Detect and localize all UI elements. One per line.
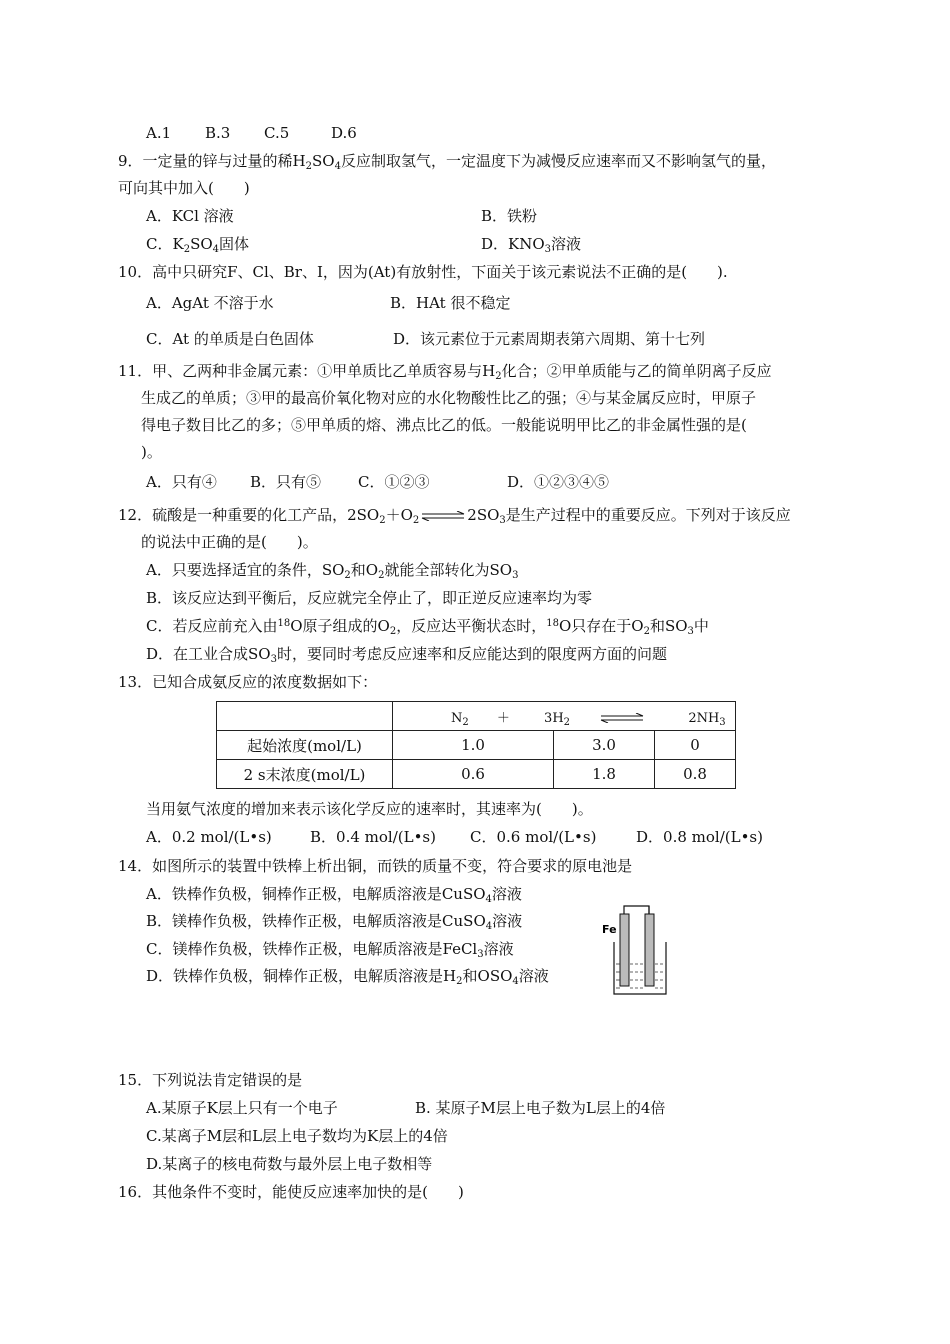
q12-stem-line2: 的说法中正确的是( )。 [141, 533, 318, 551]
header-nh3: $2NH_3$ [688, 710, 726, 728]
table-corner-cell [217, 702, 393, 731]
table-row [217, 731, 736, 760]
header-n2: $N_2$ [451, 710, 469, 728]
table-cell: 0.6 [393, 760, 554, 789]
q9-option-b: B．铁粉 [481, 207, 538, 225]
header-plus: ＋ [496, 710, 510, 726]
second-electrode [645, 914, 654, 986]
q13-question: 当用氨气浓度的增加来表示该化学反应的速率时，其速率为( )。 [146, 800, 593, 818]
q9-option-d: D．$KNO_3$溶液 [481, 235, 582, 255]
q8-option-c: C.5 [264, 124, 290, 142]
q11-option-d: D．①②③④⑤ [507, 473, 610, 491]
q11-option-c: C．①②③ [358, 473, 430, 491]
table-row [217, 760, 736, 789]
q10-stem: 10．高中只研究F、Cl、Br、I，因为(At)有放射性，下面关于该元素说法不正确的是( ). [118, 263, 728, 281]
q10-option-b: B．HAt 很不稳定 [390, 294, 511, 312]
table-header-row [217, 702, 736, 731]
q15-option-d: D.某离子的核电荷数与最外层上电子数相等 [146, 1155, 433, 1173]
q12-option-b: B．该反应达到平衡后，反应就完全停止了，即正逆反应速率均为零 [146, 589, 593, 607]
q8-option-d: D.6 [331, 124, 357, 142]
q16-stem: 16．其他条件不变时，能使反应速率加快的是( ) [118, 1183, 464, 1201]
q14-option-a: A．铁棒作负极，铜棒作正极，电解质溶液是CuSO$_4$溶液 [146, 885, 522, 905]
table-cell: 0.8 [655, 760, 736, 789]
equilibrium-arrow-icon [421, 511, 465, 521]
q9-stem-line2: 可向其中加入( ) [118, 179, 250, 197]
q12-option-a: A．只要选择适宜的条件，$SO_2$和$O_2$就能全部转化为$SO_3$ [146, 561, 519, 581]
q10-option-d: D．该元素位于元素周期表第六周期、第十七列 [393, 330, 706, 348]
q12-option-d: D．在工业合成$SO_3$时，要同时考虑反应速率和反应能达到的限度两方面的问题 [146, 645, 667, 665]
table-cell: 3.0 [554, 731, 655, 760]
q12-option-c: C．若反应前充入由$^{18}$O原子组成的$O_2$，反应达平衡状态时，$^{18}$O只存在于$O_2$和$SO_3$中 [146, 617, 709, 637]
q8-option-b: B.3 [205, 124, 231, 142]
q13-option-a: A．0.2 mol/(L•s) [146, 828, 272, 846]
table-cell: 1.8 [554, 760, 655, 789]
q15-option-c: C.某离子M层和L层上电子数均为K层上的4倍 [146, 1127, 448, 1145]
row-label: 2 s末浓度(mol/L) [217, 760, 393, 789]
q14-stem: 14．如图所示的装置中铁棒上析出铜，而铁的质量不变，符合要求的原电池是 [118, 857, 633, 875]
concentration-table [216, 701, 736, 789]
table-cell: 1.0 [393, 731, 554, 760]
galvanic-cell-diagram [600, 898, 680, 998]
q13-option-c: C．0.6 mol/(L•s) [470, 828, 597, 846]
q13-option-b: B．0.4 mol/(L•s) [310, 828, 436, 846]
row-label: 起始浓度(mol/L) [217, 731, 393, 760]
q9-option-a: A．KCl 溶液 [146, 207, 234, 225]
q15-option-b: B. 某原子M层上电子数为L层上的4倍 [415, 1099, 666, 1117]
q11-line2: 生成乙的单质；③甲的最高价氧化物对应的水化物酸性比乙的强；④与某金属反应时，甲原子 [141, 389, 757, 407]
q9-stem: 9．一定量的锌与过量的稀$H_2SO_4$反应制取氢气，一定温度下为减慢反应速率而又不影响氢气的量， [118, 152, 776, 172]
q15-stem: 15．下列说法肯定错误的是 [118, 1071, 303, 1089]
q8-option-a: A.1 [146, 124, 172, 142]
q11-option-a: A．只有④ [146, 473, 217, 491]
q12-stem: 12．硫酸是一种重要的化工产品，$2SO_2+O_2$ $2SO_3$是生产过程中的重要反应。下列对于该反应 [118, 506, 791, 526]
table-cell: 0 [655, 731, 736, 760]
q9-option-c: C．$K_2SO_4$固体 [146, 235, 250, 255]
equilibrium-arrow-icon [600, 713, 644, 723]
q14-option-b: B．镁棒作负极，铁棒作正极，电解质溶液是CuSO$_4$溶液 [146, 912, 523, 932]
q14-option-d: D．铁棒作负极，铜棒作正极，电解质溶液是$H_2$和$OSO_4$溶液 [146, 967, 549, 987]
q10-option-a: A．AgAt 不溶于水 [146, 294, 274, 312]
q15-option-a: A.某原子K层上只有一个电子 [146, 1099, 338, 1117]
q13-option-d: D．0.8 mol/(L•s) [636, 828, 763, 846]
q10-option-c: C．At 的单质是白色固体 [146, 330, 314, 348]
q11-line3: 得电子数目比乙的多；⑤甲单质的熔、沸点比乙的低。一般能说明甲比乙的非金属性强的是( [141, 416, 747, 434]
q11-line1: 11．甲、乙两种非金属元素：①甲单质比乙单质容易与$H_2$化合；②甲单质能与乙的简单阴离子反应 [118, 362, 772, 382]
q13-stem: 13．已知合成氨反应的浓度数据如下： [118, 673, 378, 691]
header-h2: $3H_2$ [544, 710, 571, 728]
q11-option-b: B．只有⑤ [250, 473, 322, 491]
reaction-equation-cell [393, 702, 736, 731]
fe-electrode [620, 914, 629, 986]
fe-label: Fe [602, 923, 617, 936]
q14-option-c: C．镁棒作负极，铁棒作正极，电解质溶液是FeCl$_3$溶液 [146, 940, 514, 960]
q11-line4: )。 [141, 443, 162, 461]
